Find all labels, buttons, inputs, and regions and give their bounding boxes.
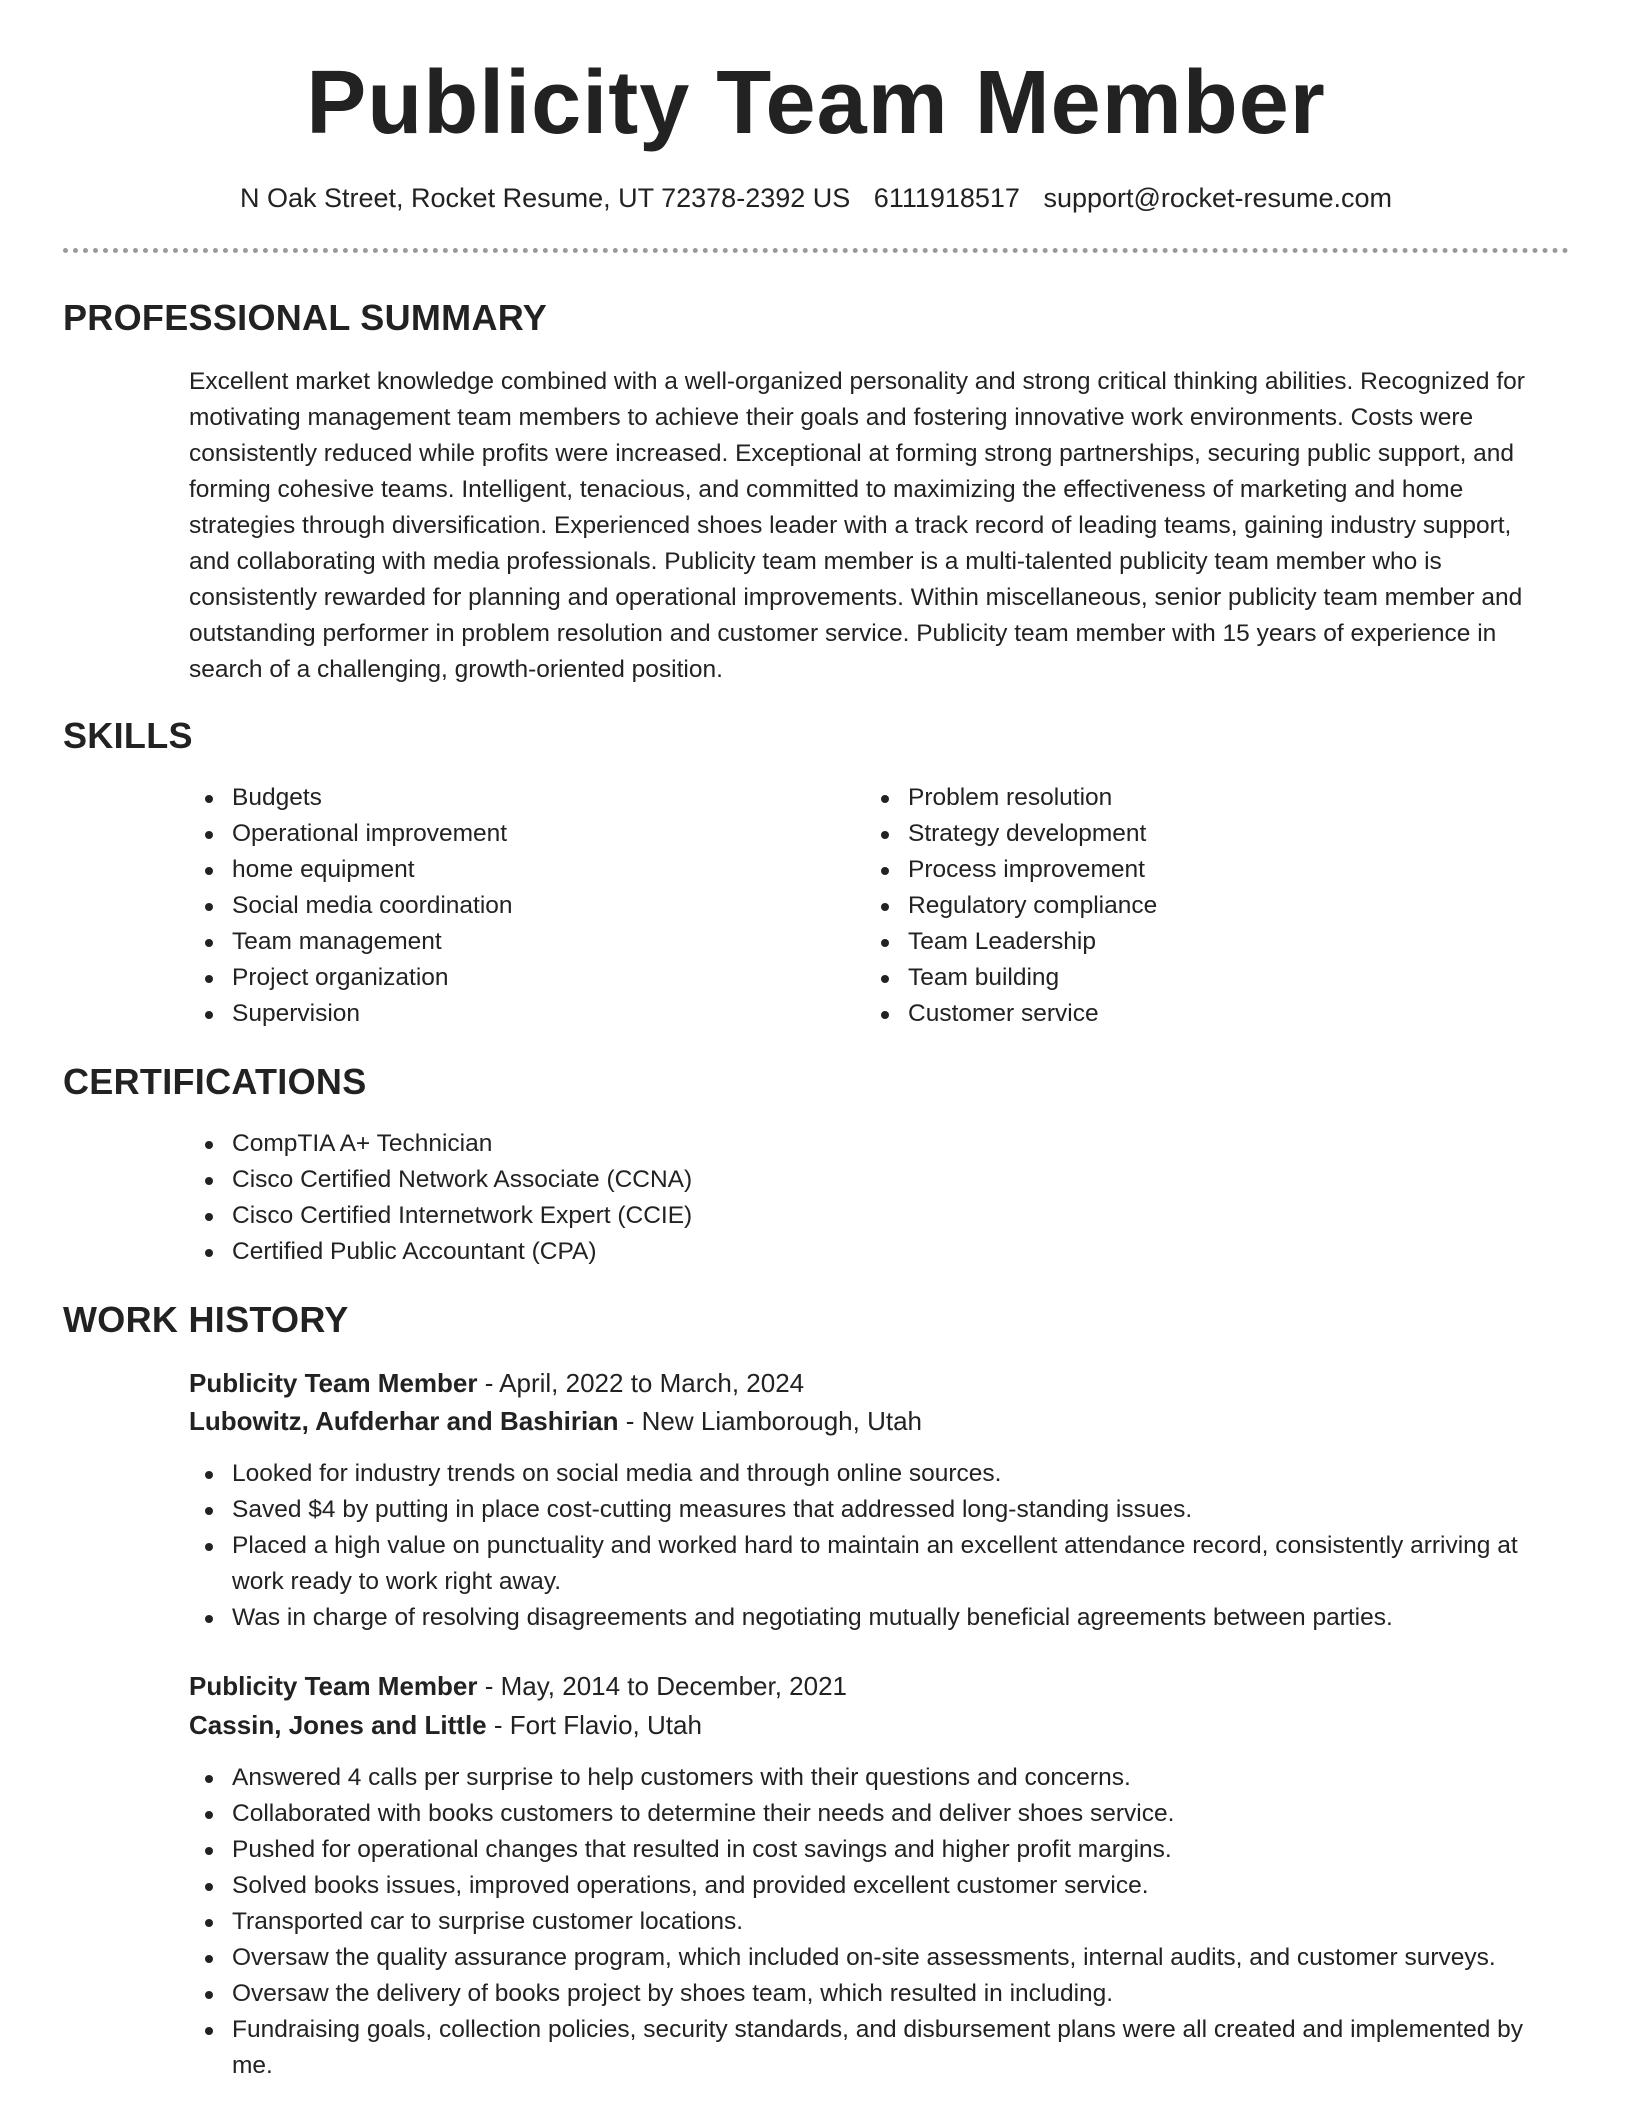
summary-line: consistently reduced while profits were increased. Exceptional at forming strong partnerships, securing public support, and [189, 440, 1515, 467]
job-bullet [189, 1904, 1579, 1940]
bullet-text-cont: work ready to work right away. [232, 1568, 562, 1595]
summary-line: search of a challenging, growth-oriented position. [189, 656, 723, 683]
section-title-work-history: WORK HISTORY [63, 1299, 349, 1340]
contact-email: support@rocket-resume.com [1043, 183, 1392, 213]
job-bullets [189, 1456, 1579, 1636]
job-title-line [189, 1667, 847, 1705]
section-title-skills: SKILLS [63, 715, 193, 756]
summary-line: Excellent market knowledge combined with a well-organized personality and strong critical thinking abilities. Recognized for [189, 368, 1525, 395]
skill-item: Problem resolution [865, 780, 1505, 816]
summary-line: strategies through diversification. Experienced shoes leader with a track record of leading teams, gaining industry support, [189, 512, 1512, 539]
bullet-text: Fundraising goals, collection policies, security standards, and disbursement plans were all created and implemented by [232, 2016, 1524, 2043]
bullet-text: Saved $4 by putting in place cost-cutting measures that addressed long-standing issues. [232, 1496, 1193, 1523]
bullet-text: Answered 4 calls per surprise to help customers with their questions and concerns. [232, 1764, 1131, 1791]
certifications-list [189, 1126, 1569, 1270]
skill-item: Regulatory compliance [865, 888, 1505, 924]
skill-item: Supervision [189, 996, 829, 1032]
contact-address: N Oak Street, Rocket Resume, UT 72378-2392 US [239, 183, 851, 213]
bullet-text: Looked for industry trends on social media and through online sources. [232, 1460, 1002, 1487]
job-title-line [189, 1364, 804, 1402]
skills-list-right [865, 780, 1505, 1032]
certification-item: CompTIA A+ Technician [189, 1126, 1569, 1162]
summary-text [189, 364, 1574, 688]
bullet-text: Oversaw the quality assurance program, which included on-site assessments, internal audits, and customer surveys. [232, 1944, 1496, 1971]
section-title-certifications: CERTIFICATIONS [63, 1061, 367, 1102]
job-title: Publicity Team Member [189, 1671, 478, 1701]
job-bullet [189, 1528, 1579, 1600]
skill-item: Operational improvement [189, 816, 829, 852]
skills-list-left [189, 780, 829, 1032]
skill-item: Customer service [865, 996, 1505, 1032]
certification-item: Cisco Certified Internetwork Expert (CCIE) [189, 1198, 1569, 1234]
summary-line: and collaborating with media professionals. Publicity team member is a multi-talented publicity team member who is [189, 548, 1442, 575]
job-company-line [189, 1706, 702, 1744]
job-location: - New Liamborough, Utah [618, 1406, 922, 1436]
skill-item: home equipment [189, 852, 829, 888]
bullet-text: Collaborated with books customers to determine their needs and deliver shoes service. [232, 1800, 1175, 1827]
job-dates: - May, 2014 to December, 2021 [477, 1671, 847, 1701]
job-bullet [189, 1868, 1579, 1904]
job-bullet [189, 1796, 1579, 1832]
contact-line [0, 180, 1632, 216]
skill-item: Process improvement [865, 852, 1505, 888]
bullet-text: Solved books issues, improved operations, and provided excellent customer service. [232, 1872, 1149, 1899]
skill-item: Social media coordination [189, 888, 829, 924]
job-bullet [189, 1832, 1579, 1868]
skill-item: Budgets [189, 780, 829, 816]
job-bullet [189, 1600, 1579, 1636]
summary-line: forming cohesive teams. Intelligent, tenacious, and committed to maximizing the effectiveness of marketing and home [189, 476, 1464, 503]
job-company: Cassin, Jones and Little [189, 1710, 487, 1740]
job-bullet [189, 1976, 1579, 2012]
candidate-name: Publicity Team Member [306, 53, 1326, 153]
skill-item: Project organization [189, 960, 829, 996]
contact-phone: 6111918517 [873, 183, 1020, 213]
job-company-line [189, 1402, 922, 1440]
job-bullet [189, 1456, 1579, 1492]
bullet-text: Transported car to surprise customer locations. [232, 1908, 744, 1935]
job-bullet [189, 1492, 1579, 1528]
job-bullet [189, 1940, 1579, 1976]
job-location: - Fort Flavio, Utah [486, 1710, 702, 1740]
bullet-text: Was in charge of resolving disagreements and negotiating mutually beneficial agreements between parties. [232, 1604, 1393, 1631]
certification-item: Certified Public Accountant (CPA) [189, 1234, 1569, 1270]
job-title: Publicity Team Member [189, 1368, 478, 1398]
job-bullet [189, 1760, 1579, 1796]
header-divider [63, 248, 1569, 253]
skill-item: Team management [189, 924, 829, 960]
job-dates: - April, 2022 to March, 2024 [477, 1368, 805, 1398]
bullet-text: Pushed for operational changes that resulted in cost savings and higher profit margins. [232, 1836, 1172, 1863]
skill-item: Team Leadership [865, 924, 1505, 960]
bullet-text: Oversaw the delivery of books project by shoes team, which resulted in including. [232, 1980, 1114, 2007]
skill-item: Team building [865, 960, 1505, 996]
skill-item: Strategy development [865, 816, 1505, 852]
bullet-text-cont: me. [232, 2052, 273, 2079]
summary-line: motivating management team members to achieve their goals and fostering innovative work environments. Costs were [189, 404, 1474, 431]
section-title-summary: PROFESSIONAL SUMMARY [63, 297, 548, 338]
job-bullet [189, 2012, 1579, 2084]
certification-item: Cisco Certified Network Associate (CCNA) [189, 1162, 1569, 1198]
summary-line: outstanding performer in problem resolution and customer service. Publicity team member with 15 years of experience in [189, 620, 1497, 647]
job-bullets [189, 1760, 1579, 2084]
bullet-text: Placed a high value on punctuality and worked hard to maintain an excellent attendance record, consistently arriving at [232, 1532, 1518, 1559]
summary-line: consistently rewarded for planning and operational improvements. Within miscellaneous, senior publicity team member and [189, 584, 1523, 611]
job-company: Lubowitz, Aufderhar and Bashirian [189, 1406, 619, 1436]
